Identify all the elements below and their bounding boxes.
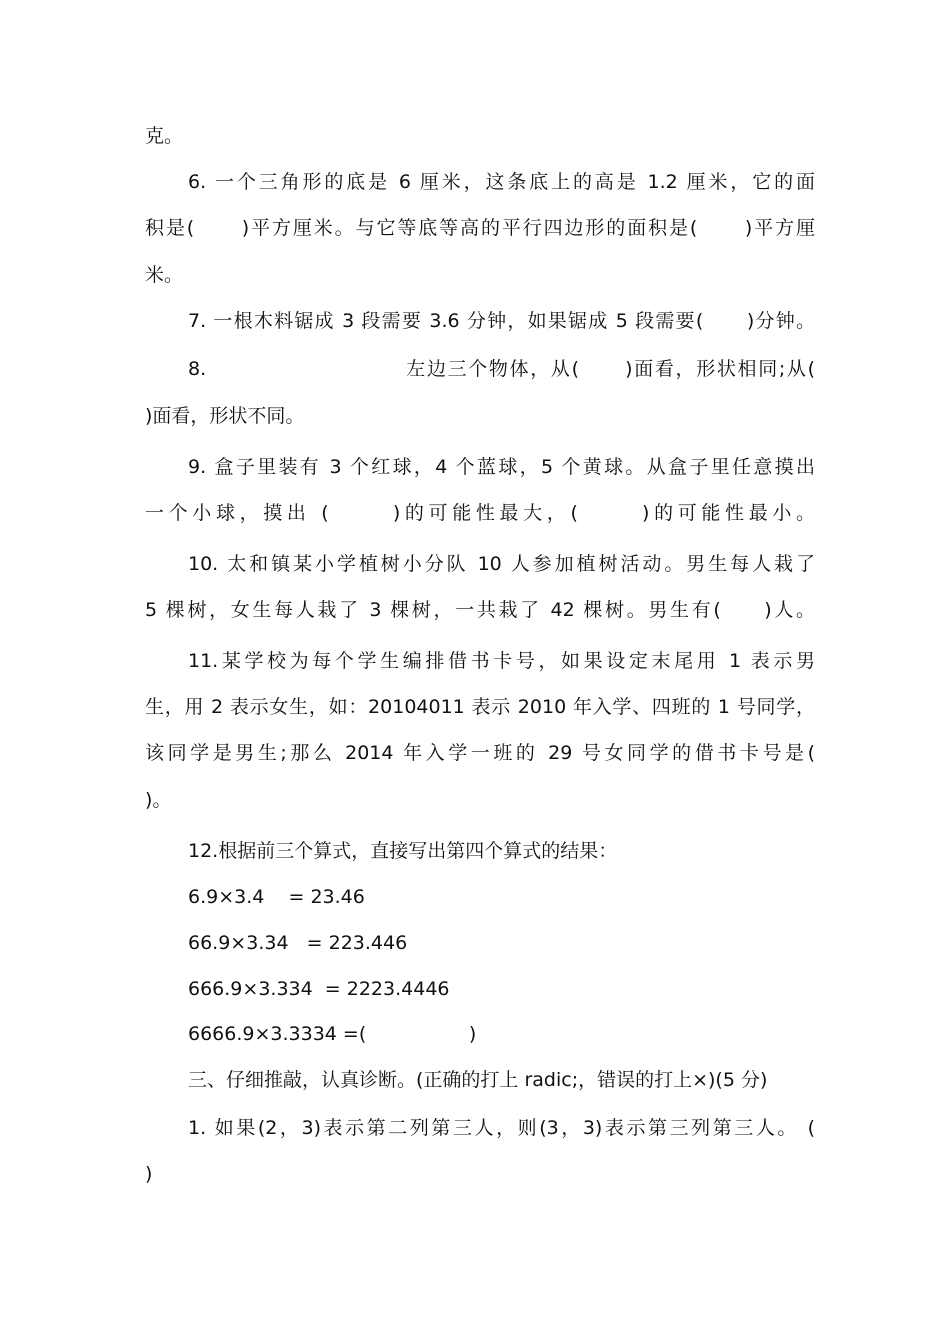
question-11-line-4: )。 <box>145 789 172 811</box>
section-3-question-1-line-2: ) <box>145 1163 153 1185</box>
question-8-line-1: 8. 左边三个物体，从( )面看，形状相同;从( <box>188 358 815 380</box>
section-3-question-1-line-1: 1. 如果(2，3)表示第二列第三人，则(3，3)表示第三列第三人。 ( <box>188 1117 815 1139</box>
question-6-line-1: 6. 一个三角形的底是 6 厘米，这条底上的高是 1.2 厘米，它的面 <box>188 171 815 193</box>
text-line: 克。 <box>145 125 184 147</box>
question-8-line-2: )面看，形状不同。 <box>145 405 305 427</box>
question-11-line-3: 该同学是男生;那么 2014 年入学一班的 29 号女同学的借书卡号是( <box>145 742 815 764</box>
question-11-line-2: 生，用 2 表示女生，如：20104011 表示 2010 年入学、四班的 1 号同学， <box>145 696 815 718</box>
equation-line-1: 6.9×3.4 = 23.46 <box>188 886 365 908</box>
section-3-heading: 三、仔细推敲，认真诊断。(正确的打上 radic;，错误的打上×)(5 分) <box>188 1069 768 1091</box>
question-11-line-1: 11.某学校为每个学生编排借书卡号，如果设定末尾用 1 表示男 <box>188 650 815 672</box>
equation-line-2: 66.9×3.34 = 223.446 <box>188 932 408 954</box>
equation-line-3: 666.9×3.334 = 2223.4446 <box>188 978 450 1000</box>
question-10-line-1: 10. 太和镇某小学植树小分队 10 人参加植树活动。男生每人栽了 <box>188 553 815 575</box>
question-6-line-3: 米。 <box>145 264 184 286</box>
equation-line-4: 6666.9×3.3334 =( ) <box>188 1023 477 1045</box>
question-10-line-2: 5 棵树，女生每人栽了 3 棵树，一共栽了 42 棵树。男生有( )人。 <box>145 599 815 621</box>
question-7-line-1: 7. 一根木料锯成 3 段需要 3.6 分钟，如果锯成 5 段需要( )分钟。 <box>188 310 815 332</box>
question-12-line-1: 12.根据前三个算式，直接写出第四个算式的结果： <box>188 840 618 862</box>
question-6-line-2: 积是( )平方厘米。与它等底等高的平行四边形的面积是( )平方厘 <box>145 217 815 239</box>
question-9-line-1: 9. 盒子里装有 3 个红球，4 个蓝球，5 个黄球。从盒子里任意摸出 <box>188 456 815 478</box>
question-9-line-2: 一个小球，摸出 ( )的可能性最大，( )的可能性最小。 <box>145 502 815 524</box>
